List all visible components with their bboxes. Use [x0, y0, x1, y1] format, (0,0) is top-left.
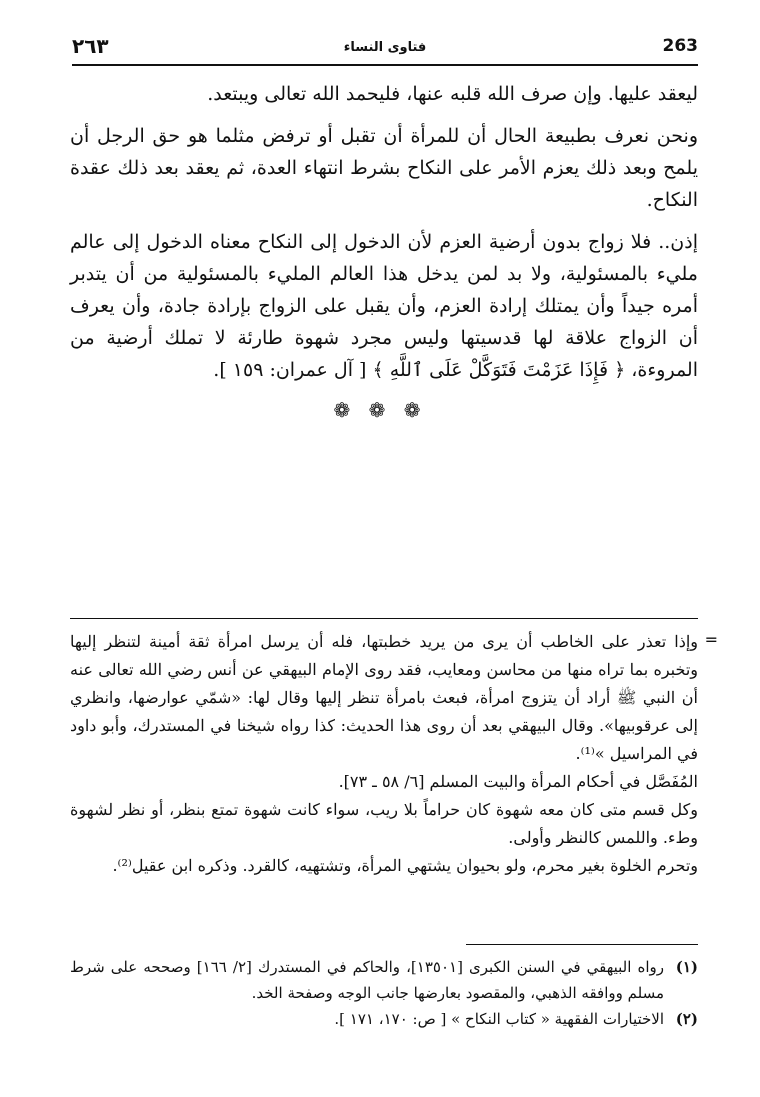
section-separator: ❁ ❁ ❁ [333, 398, 427, 422]
paragraph: ونحن نعرف بطبيعة الحال أن للمرأة أن تقبل أو ترفض مثلما هو حق الرجل أن يلمح وبعد ذلك يعزم الأمر على النكاح بشرط انتهاء العدة، ثم يعقد بعد ذلك عقدة النكاح. [70, 125, 698, 211]
footnote-divider [466, 944, 698, 945]
page-number-arabic: ٢٦٣ [72, 34, 109, 58]
footnote-text: رواه البيهقي في السنن الكبرى [١٣٥٠١]، والحاكم في المستدرك [٢/ ١٦٦] وصححه على شرط مسلم ووافقه الذهبي، والمقصود بعارضها جانب الوجه وصفحة الخد. [70, 958, 665, 1002]
note-paragraph: وتحرم الخلوة بغير محرم، ولو بحيوان يشتهي المرأة، وتشتهيه، كالقرد. وذكره ابن عقيل⁽²⁾. [112, 856, 698, 875]
page-number-latin: 263 [662, 36, 698, 56]
note-paragraph: المُفَصَّل في أحكام المرأة والبيت المسلم [٦/ ٥٨ ـ ٧٣]. [338, 772, 698, 791]
quran-reference: [ آل عمران: ١٥٩ ]. [213, 359, 367, 381]
divider [70, 618, 698, 619]
main-text [70, 78, 698, 396]
paragraph-text: إذن.. فلا زواج بدون أرضية العزم لأن الدخول إلى النكاح معناه الدخول إلى عالم مليء بالمسئولية، ولا بد لمن يدخل هذا العالم المليء بالمسئولية من أن يتدبر أمره جيداً وأن يمتلك إرادة العزم، وأن يقبل على الزواج بإرادة جادة، وأن يعرف أن الزواج علاقة لها قدسيتها وليس مجرد شهوة طارئة لا تملك أرضية من المروءة، [70, 231, 698, 381]
notes-section [70, 628, 698, 880]
paragraph [70, 226, 698, 386]
paragraph: ليعقد عليها. وإن صرف الله قلبه عنها، فليحمد الله تعالى ويبتعد. [207, 83, 698, 105]
page-header [72, 30, 698, 66]
footnote [70, 1006, 698, 1032]
footnote-text: الاختيارات الفقهية « كتاب النكاح » [ ص: ١٧٠، ١٧١ ]. [334, 1010, 664, 1028]
footnote-number: (٢) [675, 1010, 698, 1028]
book-title: فتاوى النساء [343, 40, 427, 55]
note-paragraph: وكل قسم متى كان معه شهوة كان حراماً بلا ريب، سواء كانت شهوة تمتع بنظر، أو نظر لشهوة وطء. واللمس كالنظر وأولى. [70, 800, 699, 847]
footnote [70, 954, 698, 1006]
footnote-number: (١) [675, 958, 698, 976]
quran-verse: ﴿ فَإِذَا عَزَمْتَ فَتَوَكَّلْ عَلَى ٱللَّهِ ﴾ [372, 359, 626, 381]
note-paragraph: وإذا تعذر على الخاطب أن يرى من يريد خطبتها، فله أن يرسل امرأة ثقة أمينة لتنظر إليها وتخبره بما تراه منها من محاسن ومعايب، فقد روى الإمام البيهقي عن أنس رضي الله تعالى عنه أن النبي ﷺ أراد أن يتزوج امرأة، فبعث بامرأة تنظر إليها وقال لها: «شمّي عوارضها، وانظري إلى عرقوبيها». وقال البيهقي بعد أن روى هذا الحديث: كذا رواه شيخنا في المستدرك، وأبو داود في المراسيل »⁽¹⁾. [70, 632, 698, 763]
continuation-mark: = [704, 630, 718, 649]
footnotes [70, 954, 698, 1032]
